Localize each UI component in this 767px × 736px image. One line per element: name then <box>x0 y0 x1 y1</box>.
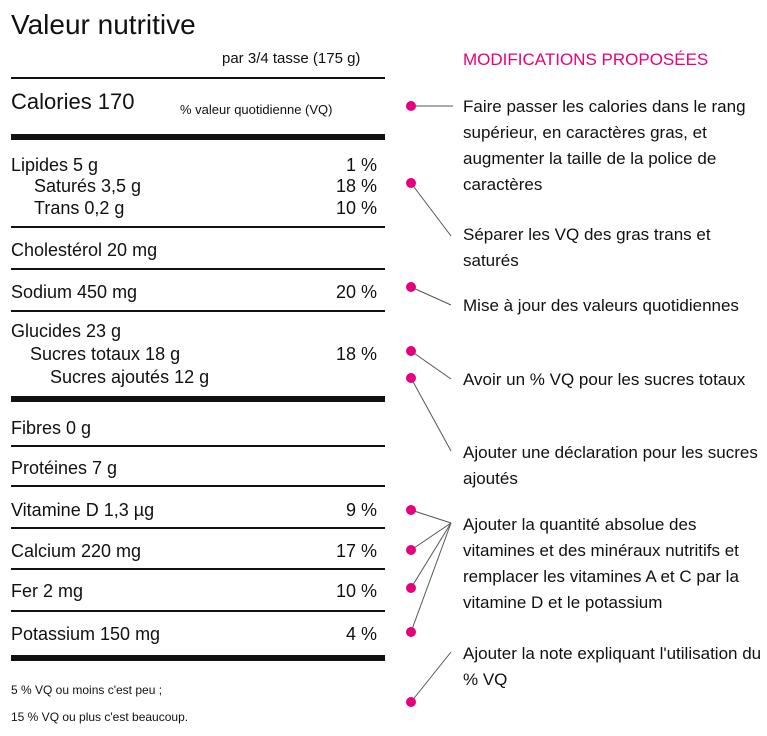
connector-line <box>411 287 451 305</box>
note-added-sugars: Ajouter une déclaration pour les sucres ajoutés <box>463 443 758 488</box>
serving-size: par 3/4 tasse (175 g) <box>222 50 361 67</box>
dv-potassium: 4 % <box>345 624 377 644</box>
note-update-dv: Mise à jour des valeurs quotidiennes <box>463 296 739 315</box>
nutrient-vitamin-d: Vitamine D 1,3 µg <box>11 500 155 520</box>
footnote-high: 15 % VQ ou plus c'est beaucoup. <box>11 710 189 724</box>
marker-dot <box>406 583 416 593</box>
marker-dot <box>406 373 416 383</box>
dv-fat: 1 % <box>345 155 377 175</box>
marker-dot <box>406 346 416 356</box>
marker-dot <box>406 178 416 188</box>
nutrient-fibre: Fibres 0 g <box>11 418 92 438</box>
nutrient-total-sugars: Sucres totaux 18 g <box>30 344 181 364</box>
dv-total-sugars: 18 % <box>335 344 377 364</box>
footnote-low: 5 % VQ ou moins c'est peu ; <box>11 683 163 697</box>
marker-dot <box>406 282 416 292</box>
note-dv-footnote: Ajouter la note expliquant l'utilisation du % VQ <box>463 644 762 689</box>
connector-line <box>411 378 451 451</box>
nutrient-protein: Protéines 7 g <box>11 458 118 478</box>
dv-saturated: 18 % <box>335 176 377 196</box>
nutrient-trans: Trans 0,2 g <box>34 198 125 218</box>
connector-line <box>411 183 451 236</box>
nutrient-added-sugars: Sucres ajoutés 12 g <box>50 367 210 387</box>
dv-calcium: 17 % <box>335 541 377 561</box>
note-total-sugars: Avoir un % VQ pour les sucres totaux <box>463 370 746 389</box>
dv-header: % valeur quotidienne (VQ) <box>180 102 333 117</box>
nutrient-fat: Lipides 5 g <box>11 155 99 175</box>
note-calories: Faire passer les calories dans le rang supérieur, en caractères gras, et augmenter la taille de la police de caractères <box>463 97 746 194</box>
nutrient-sodium: Sodium 450 mg <box>11 282 138 302</box>
dv-trans: 10 % <box>335 198 377 218</box>
connector-line <box>411 652 451 702</box>
nutrient-calcium: Calcium 220 mg <box>11 541 142 561</box>
nutrient-carbohydrate: Glucides 23 g <box>11 321 122 341</box>
nutrient-iron: Fer 2 mg <box>11 581 84 601</box>
marker-dot <box>406 101 416 111</box>
dv-vitamin-d: 9 % <box>345 500 377 520</box>
modifications-title: MODIFICATIONS PROPOSÉES <box>463 50 709 69</box>
note-vitamins-minerals: Ajouter la quantité absolue des vitamines et des minéraux nutritifs et remplacer les vitamines A et C par la vitamine D et le potassium <box>463 515 739 612</box>
connector-line <box>411 351 451 379</box>
marker-dot <box>406 627 416 637</box>
marker-dot <box>406 545 416 555</box>
dv-sodium: 20 % <box>335 282 377 302</box>
calories-row: Calories 170 <box>11 89 135 114</box>
dv-iron: 10 % <box>335 581 377 601</box>
nutrient-saturated: Saturés 3,5 g <box>34 176 142 196</box>
label-title: Valeur nutritive <box>11 9 196 40</box>
connector-line <box>411 523 451 550</box>
nutrient-cholesterol: Cholestérol 20 mg <box>11 240 158 260</box>
nutrient-potassium: Potassium 150 mg <box>11 624 161 644</box>
connector-line <box>411 510 451 523</box>
note-separate-dv: Séparer les VQ des gras trans et saturés <box>463 225 711 270</box>
marker-dot <box>406 505 416 515</box>
marker-dot <box>406 697 416 707</box>
